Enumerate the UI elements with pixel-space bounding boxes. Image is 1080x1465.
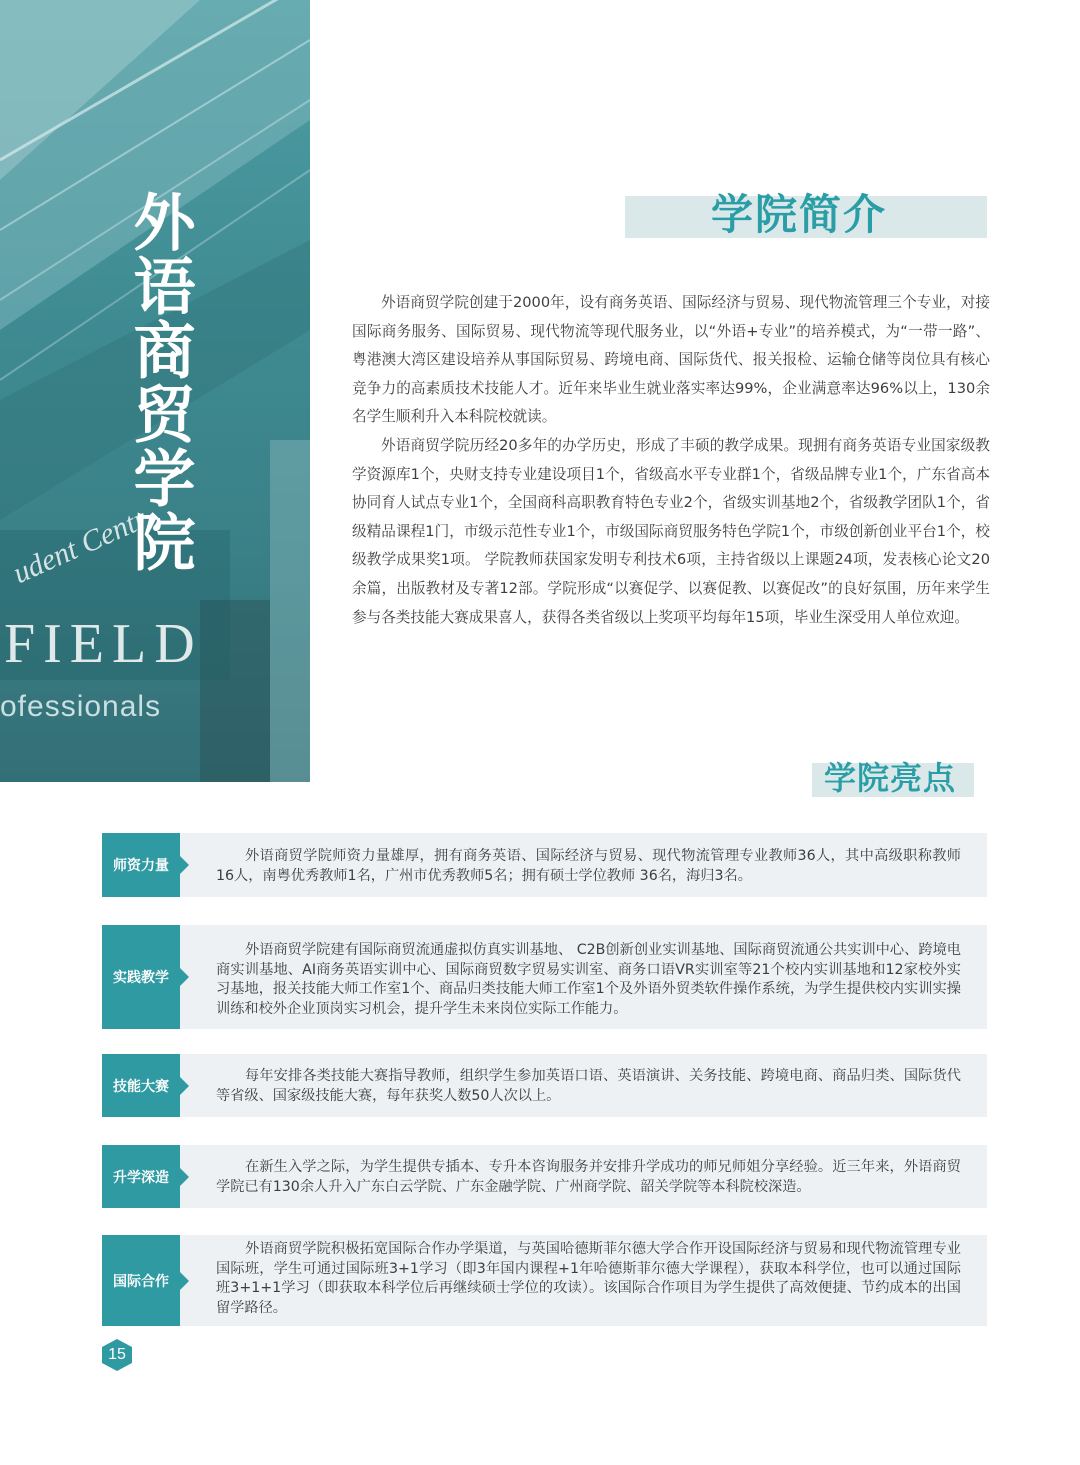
intro-heading: 学院简介 — [711, 190, 888, 239]
highlights-heading: 学院亮点 — [824, 759, 957, 797]
college-name-vertical-title: 外语商贸学院 — [123, 190, 196, 574]
highlight-text: 外语商贸学院积极拓宽国际合作办学渠道，与英国哈德斯菲尔德大学合作开设国际经济与贸易和现代物流管理专业国际班，学生可通过国际班3+1学习（即3年国内课程+1年哈德斯菲尔德大学课程），获取本科学位，也可以通过国际班3+1+1学习（即获取本科学位后再继续硕士学位的攻读）。该国际合作项目为学生提供了高效便捷、节约成本的出国留学路径。 — [216, 1241, 961, 1316]
highlight-card-practice — [102, 925, 987, 1029]
intro-paragraph-2: 外语商贸学院历经20多年的办学历史，形成了丰硕的教学成果。现拥有商务英语专业国家级教学资源库1个，央财支持专业建设项目1个，省级高水平专业群1个，省级品牌专业1个，广东省高本协同育人试点专业1个，全国商科高职教育特色专业2个，省级实训基地2个，省级教学团队1个，省级精品课程1门，市级示范性专业1个，市级国际商贸服务特色学院1个，市级创新创业平台1个，校级教学成果奖1项。 学院教师获国家发明专利技术6项，主持省级以上课题24项，发表核心论文20余篇，出版教材及专著12部。学院形成“以赛促学、以赛促教、以赛促改”的良好氛围，历年来学生参与各类技能大赛成果喜人，获得各类省级以上奖项平均每年15项，毕业生深受用人单位欢迎。 — [352, 436, 990, 626]
highlight-card-international — [102, 1235, 987, 1326]
highlight-tag: 实践教学 — [102, 925, 180, 1029]
highlights-heading-bar — [812, 759, 974, 797]
highlight-tag: 技能大赛 — [102, 1054, 180, 1117]
highlight-text: 每年安排各类技能大赛指导教师，组织学生参加英语口语、英语演讲、关务技能、跨境电商、商品归类、国际货代等省级、国家级技能大赛，每年获奖人数50人次以上。 — [216, 1068, 961, 1104]
highlight-text: 外语商贸学院师资力量雄厚，拥有商务英语、国际经济与贸易、现代物流管理专业教师36人，其中高级职称教师16人，南粤优秀教师1名，广州市优秀教师5名；拥有硕士学位教师 36名，海归3名。 — [216, 848, 961, 884]
highlight-card-faculty — [102, 833, 987, 897]
intro-paragraph-1: 外语商贸学院创建于2000年，设有商务英语、国际经济与贸易、现代物流管理三个专业，对接国际商务服务、国际贸易、现代物流等现代服务业，以“外语+专业”的培养模式，为“一带一路”、粤港澳大湾区建设培养从事国际贸易、跨境电商、国际货代、报关报检、运输仓储等岗位具有核心竞争力的高素质技术技能人才。近年来毕业生就业落实率达99%，企业满意率达96%以上，130余名学生顺利升入本科院校就读。 — [352, 294, 990, 426]
intro-heading-bar — [625, 190, 987, 239]
highlight-tag: 国际合作 — [102, 1235, 180, 1326]
highlight-tag: 师资力量 — [102, 833, 180, 897]
page-number-badge — [101, 1338, 133, 1372]
sign-text-field: FIELD — [4, 613, 203, 675]
highlight-card-competition — [102, 1054, 987, 1117]
highlight-text: 在新生入学之际，为学生提供专插本、专升本咨询服务并安排升学成功的师兄师姐分享经验。近三年来，外语商贸学院已有130余人升入广东白云学院、广东金融学院、广州商学院、韶关学院等本科院校深造。 — [216, 1159, 961, 1195]
highlight-card-further-study — [102, 1145, 987, 1208]
sign-text-student-centre: udent Centr — [8, 502, 152, 591]
highlight-tag: 升学深造 — [102, 1145, 180, 1208]
page-number: 15 — [108, 1346, 126, 1363]
sign-text-professionals: ofessionals — [0, 690, 162, 723]
highlight-text: 外语商贸学院建有国际商贸流通虚拟仿真实训基地、 C2B创新创业实训基地、国际商贸流通公共实训中心、跨境电商实训基地、AI商务英语实训中心、国际商贸数字贸易实训室、商务口语VR实训室等21个校内实训基地和12家校外实习基地，报关技能大师工作室1个、商品归类技能大师工作室1个及外语外贸类软件操作系统，为学生提供校内实训实操训练和校外企业顶岗实习机会，提升学生未来岗位实际工作能力。 — [216, 942, 961, 1017]
hero-photo — [0, 0, 310, 782]
intro-body — [352, 289, 990, 632]
